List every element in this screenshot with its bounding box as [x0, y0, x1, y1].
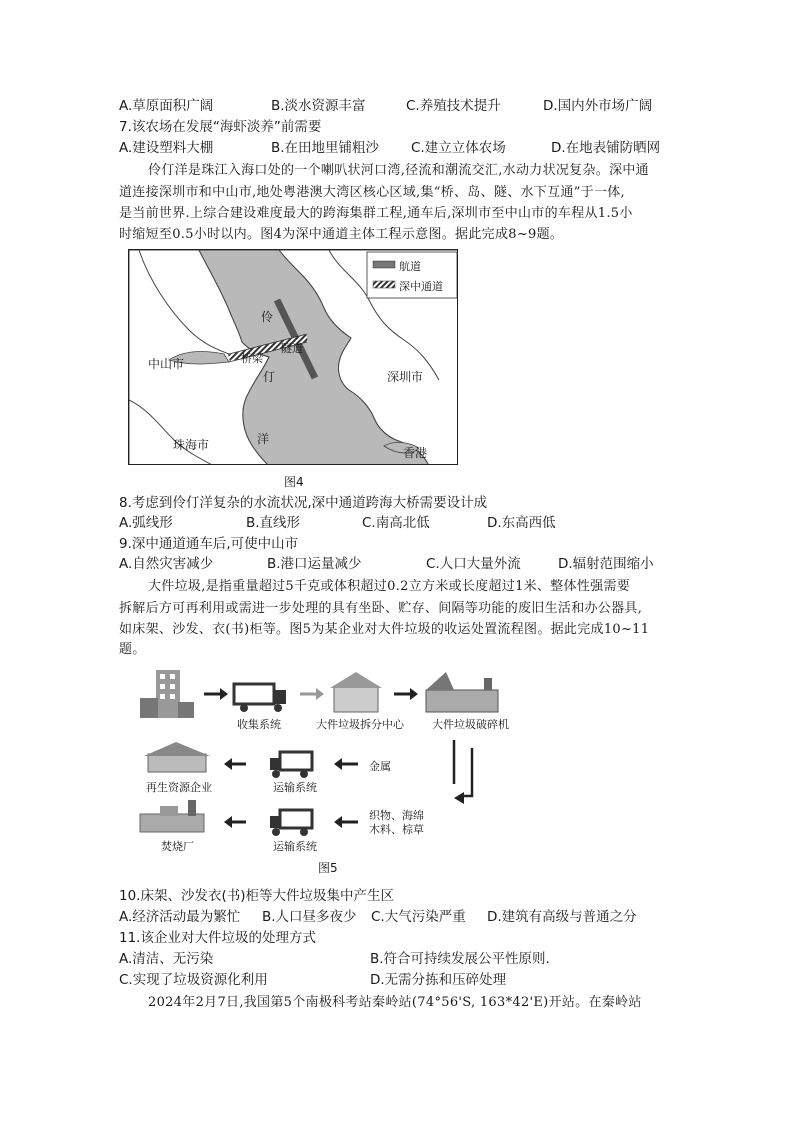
q9-option-b: B.港口运量减少	[267, 556, 362, 572]
q11-option-d: D.无需分拣和压碎处理	[370, 972, 507, 988]
flow-metal-label: 金属	[369, 760, 391, 773]
map-label-ding: 仃	[263, 370, 276, 384]
passage2-line-4: 题。	[119, 642, 146, 657]
q6-option-b: B.淡水资源丰富	[271, 98, 366, 114]
q7-option-c: C.建立立体农场	[411, 140, 506, 156]
q7-option-b: B.在田地里铺粗沙	[271, 140, 380, 156]
transport-truck-2-icon	[270, 810, 312, 836]
q11-option-a: A.清洁、无污染	[119, 951, 214, 967]
passage2-line-2: 拆解后方可再利用或需进一步处理的具有坐卧、贮存、间隔等功能的废旧生活和办公器具,	[119, 601, 643, 616]
q8-option-b: B.直线形	[246, 515, 301, 531]
map-label-tunnel: 隧道	[281, 342, 303, 355]
legend-tunnel-label: 深中通道	[399, 280, 443, 293]
legend-channel-label: 航道	[399, 260, 421, 273]
q8-option-c: C.南高北低	[362, 515, 430, 531]
q9-option-c: C.人口大量外流	[426, 556, 521, 572]
passage3-line-1: 2024年2月7日,我国第5个南极科考站秦岭站(74°56'S, 163*42'E)开站。在秦岭站	[148, 995, 642, 1010]
q11-stem: 11.该企业对大件垃圾的处理方式	[119, 930, 316, 946]
q6-option-c: C.养殖技术提升	[406, 98, 501, 114]
q9-option-a: A.自然灾害减少	[119, 556, 214, 572]
q10-option-d: D.建筑有高级与普通之分	[487, 909, 637, 925]
flow-incinerator-label: 焚烧厂	[161, 840, 194, 853]
figure-4-map	[128, 249, 458, 465]
flow-transport1-label: 运输系统	[273, 781, 317, 794]
flow-center-label: 大件垃圾拆分中心	[316, 718, 404, 731]
q9-option-d: D.辐射范围缩小	[558, 556, 654, 572]
figure-4-caption: 图4	[284, 475, 304, 489]
collection-truck-icon	[234, 684, 286, 712]
flow-crusher-label: 大件垃圾破碎机	[432, 718, 509, 731]
map-label-zhuhai: 珠海市	[173, 438, 210, 452]
q10-stem: 10.床架、沙发衣(书)柜等大件垃圾集中产生区	[119, 888, 395, 904]
incinerator-icon	[140, 800, 204, 832]
figure-5-flowchart	[120, 664, 520, 864]
flow-transport2-label: 运输系统	[273, 840, 317, 853]
passage1-line-4: 时缩短至0.5小时以内。图4为深中通道主体工程示意图。据此完成8~9题。	[119, 227, 564, 242]
q7-stem: 7.该农场在发展“海虾淡养”前需要	[119, 119, 322, 135]
flow-collect-label: 收集系统	[237, 718, 281, 731]
q8-stem: 8.考虑到伶仃洋复杂的水流状况,深中通道跨海大桥需要设计成	[119, 495, 488, 511]
passage1-line-1: 伶仃洋是珠江入海口处的一个喇叭状河口湾,径流和潮流交汇,水动力状况复杂。深中通	[148, 163, 649, 178]
map-label-bridge: 桥梁	[241, 352, 263, 365]
flow-textile-line2: 木料、棕草	[369, 823, 424, 836]
map-label-shenzhen: 深圳市	[387, 370, 424, 384]
q10-option-b: B.人口昼多夜少	[262, 909, 357, 925]
map-label-ling: 伶	[261, 310, 274, 324]
q6-option-a: A.草原面积广阔	[119, 98, 214, 114]
passage2-line-1: 大件垃圾,是指重量超过5千克或体积超过0.2立方米或长度超过1米、整体性强需要	[148, 579, 631, 594]
q11-option-b: B.符合可持续发展公平性原则.	[370, 951, 550, 967]
q9-stem: 9.深中通道通车后,可使中山市	[119, 536, 299, 552]
q6-option-d: D.国内外市场广阔	[543, 98, 653, 114]
dismantling-center-icon	[330, 672, 382, 712]
flow-recycle-label: 再生资源企业	[146, 781, 212, 794]
passage1-line-3: 是当前世界.上综合建设难度最大的跨海集群工程,通车后,深圳市至中山市的车程从1.5小	[119, 206, 633, 221]
q7-option-a: A.建设塑料大棚	[119, 140, 214, 156]
crusher-icon	[426, 672, 498, 712]
transport-truck-1-icon	[270, 752, 312, 778]
map-label-hongkong: 香港	[403, 446, 428, 460]
q8-option-d: D.东高西低	[487, 515, 556, 531]
q10-option-c: C.大气污染严重	[371, 909, 466, 925]
q8-option-a: A.弧线形	[119, 515, 173, 531]
q7-option-d: D.在地表铺防晒网	[551, 140, 661, 156]
map-label-zhongshan: 中山市	[148, 357, 185, 371]
map-label-yang: 洋	[257, 432, 270, 446]
buildings-icon	[140, 670, 194, 718]
passage1-line-2: 道连接深圳市和中山市,地处粤港澳大湾区核心区域,集“桥、岛、隧、水下互通”于一体,	[119, 185, 625, 200]
recycle-company-icon	[144, 742, 210, 772]
q11-option-c: C.实现了垃圾资源化利用	[119, 972, 268, 988]
passage2-line-3: 如床架、沙发、衣(书)柜等。图5为某企业对大件垃圾的收运处置流程图。据此完成10~11	[119, 622, 650, 637]
q10-option-a: A.经济活动最为繁忙	[119, 909, 241, 925]
flow-textile-line1: 织物、海绵	[369, 809, 424, 822]
figure-5-caption: 图5	[318, 861, 338, 875]
